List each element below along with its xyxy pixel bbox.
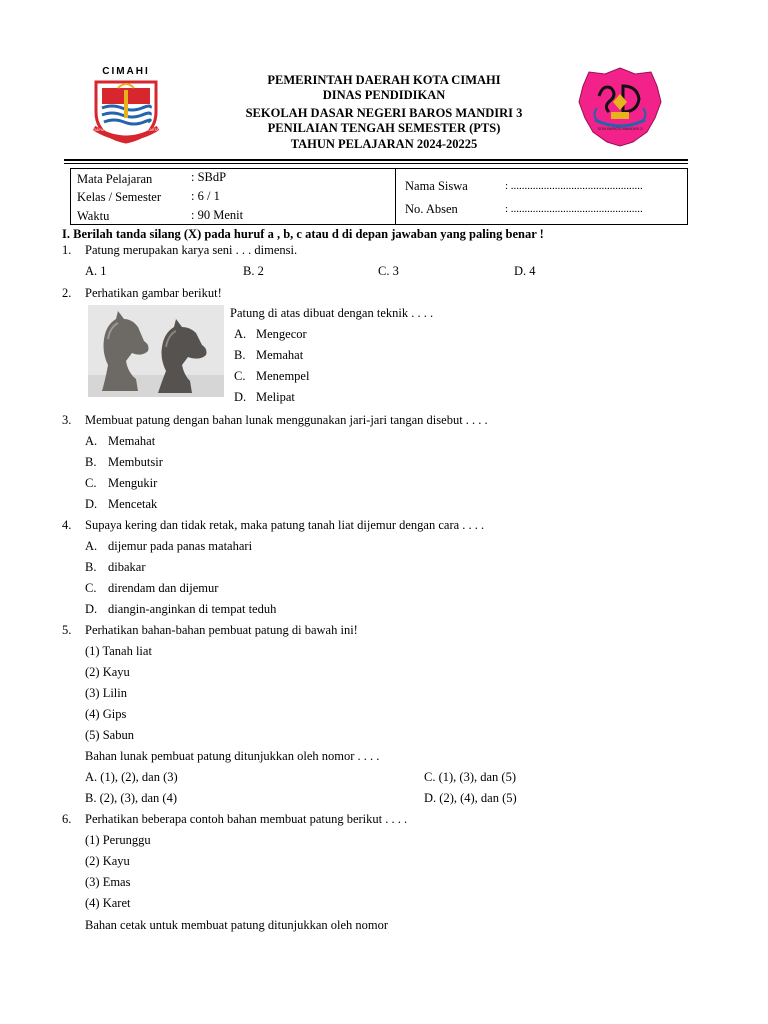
q5-item-2: (2) Kayu bbox=[85, 665, 130, 679]
q5-item-4: (4) Gips bbox=[85, 707, 127, 721]
q4-option-a-text[interactable]: dijemur pada panas matahari bbox=[108, 539, 253, 553]
q4-option-d-text[interactable]: diangin-anginkan di tempat teduh bbox=[108, 602, 277, 616]
q5-option-c[interactable]: C. (1), (3), dan (5) bbox=[424, 770, 516, 784]
kelas-value: : 6 / 1 bbox=[191, 189, 220, 203]
q2-option-b-text[interactable]: Memahat bbox=[256, 348, 304, 362]
q2-option-a-letter[interactable]: A. bbox=[234, 327, 247, 341]
q6-item-1: (1) Perunggu bbox=[85, 833, 151, 847]
q5-option-b[interactable]: B. (2), (3), dan (4) bbox=[85, 791, 177, 805]
q4-option-c-text[interactable]: direndam dan dijemur bbox=[108, 581, 219, 595]
info-table-divider bbox=[395, 169, 396, 224]
q5-text: Perhatikan bahan-bahan pembuat patung di bawah ini! bbox=[85, 623, 358, 637]
q1-text: Patung merupakan karya seni . . . dimensi. bbox=[85, 243, 298, 257]
waktu-value: : 90 Menit bbox=[191, 208, 244, 222]
kelas-label: Kelas / Semester bbox=[77, 190, 162, 204]
q2-option-b-letter[interactable]: B. bbox=[234, 348, 246, 362]
logo-right-motto: SDN BAROS MANDIRI 3 bbox=[597, 126, 643, 131]
q5-item-3: (3) Lilin bbox=[85, 686, 128, 700]
q3-option-c-text[interactable]: Mengukir bbox=[108, 476, 158, 490]
q5-option-a[interactable]: A. (1), (2), dan (3) bbox=[85, 770, 178, 784]
q1-option-d[interactable]: D. 4 bbox=[514, 264, 536, 278]
q3-option-a-text[interactable]: Memahat bbox=[108, 434, 156, 448]
q1-option-a[interactable]: A. 1 bbox=[85, 264, 107, 278]
q1-option-b[interactable]: B. 2 bbox=[243, 264, 264, 278]
q4-number: 4. bbox=[62, 518, 72, 532]
q2-option-c-letter[interactable]: C. bbox=[234, 369, 246, 383]
q2-option-a-text[interactable]: Mengecor bbox=[256, 327, 307, 341]
q2-option-c-text[interactable]: Menempel bbox=[256, 369, 310, 383]
q1-option-c[interactable]: C. 3 bbox=[378, 264, 399, 278]
q4-text: Supaya kering dan tidak retak, maka patung tanah liat dijemur dengan cara . . . . bbox=[85, 518, 485, 532]
header-line-3: SEKOLAH DASAR NEGERI BAROS MANDIRI 3 bbox=[245, 106, 523, 120]
q4-option-c-letter[interactable]: C. bbox=[85, 581, 97, 595]
mapel-value: : SBdP bbox=[191, 170, 227, 184]
q2-option-d-letter[interactable]: D. bbox=[234, 390, 247, 404]
header-line-5: TAHUN PELAJARAN 2024-20225 bbox=[290, 137, 478, 151]
header-rule-thin bbox=[64, 163, 688, 164]
header-line-2: DINAS PENDIDIKAN bbox=[322, 88, 446, 102]
q3-option-a-letter[interactable]: A. bbox=[85, 434, 98, 448]
q3-option-d-letter[interactable]: D. bbox=[85, 497, 98, 511]
q6-item-2: (2) Kayu bbox=[85, 854, 130, 868]
q6-subtext: Bahan cetak untuk membuat patung ditunjukkan oleh nomor bbox=[85, 918, 389, 932]
q5-option-d[interactable]: D. (2), (4), dan (5) bbox=[424, 791, 517, 805]
q5-item-5: (5) Sabun bbox=[85, 728, 134, 742]
q5-number: 5. bbox=[62, 623, 72, 637]
q3-option-b-letter[interactable]: B. bbox=[85, 455, 97, 469]
q3-option-c-letter[interactable]: C. bbox=[85, 476, 97, 490]
q4-option-b-letter[interactable]: B. bbox=[85, 560, 97, 574]
q3-option-d-text[interactable]: Mencetak bbox=[108, 497, 158, 511]
instruction-text: I. Berilah tanda silang (X) pada huruf a , b, c atau d di depan jawaban yang paling benar ! bbox=[62, 227, 544, 241]
q5-subtext: Bahan lunak pembuat patung ditunjukkan oleh nomor . . . . bbox=[85, 749, 380, 763]
mapel-label: Mata Pelajaran bbox=[77, 172, 153, 186]
q3-number: 3. bbox=[62, 413, 72, 427]
q5-item-1: (1) Tanah liat bbox=[85, 644, 152, 658]
nama-label: Nama Siswa bbox=[405, 179, 468, 193]
q6-item-4: (4) Karet bbox=[85, 896, 131, 910]
q6-item-3: (3) Emas bbox=[85, 875, 131, 889]
q2-text: Perhatikan gambar berikut! bbox=[85, 286, 222, 300]
absen-field[interactable]: : ................................................ bbox=[505, 203, 643, 215]
q6-text: Perhatikan beberapa contoh bahan membuat patung berikut . . . . bbox=[85, 812, 408, 826]
nama-field[interactable]: : ................................................ bbox=[505, 180, 643, 192]
q2-option-d-text[interactable]: Melipat bbox=[256, 390, 295, 404]
q2-number: 2. bbox=[62, 286, 72, 300]
q3-option-b-text[interactable]: Membutsir bbox=[108, 455, 163, 469]
logo-left-title: CIMAHI bbox=[102, 66, 150, 77]
q3-text: Membuat patung dengan bahan lunak menggunakan jari-jari tangan disebut . . . . bbox=[85, 413, 488, 427]
q6-number: 6. bbox=[62, 812, 72, 826]
logo-left-motto: GAPURA WARANGGANA JAGAT KARTA bbox=[93, 128, 159, 132]
q1-number: 1. bbox=[62, 243, 72, 257]
absen-label: No. Absen bbox=[405, 202, 458, 216]
header-rule-thick bbox=[64, 159, 688, 161]
q4-option-b-text[interactable]: dibakar bbox=[108, 560, 146, 574]
q4-option-d-letter[interactable]: D. bbox=[85, 602, 98, 616]
student-info-table bbox=[70, 168, 688, 225]
horse-sculpture-image bbox=[88, 305, 224, 397]
header-line-4: PENILAIAN TENGAH SEMESTER (PTS) bbox=[267, 121, 501, 135]
q4-option-a-letter[interactable]: A. bbox=[85, 539, 98, 553]
waktu-label: Waktu bbox=[77, 209, 110, 223]
header-line-1: PEMERINTAH DAERAH KOTA CIMAHI bbox=[267, 73, 501, 87]
q2-subtext: Patung di atas dibuat dengan teknik . . . . bbox=[230, 306, 434, 320]
